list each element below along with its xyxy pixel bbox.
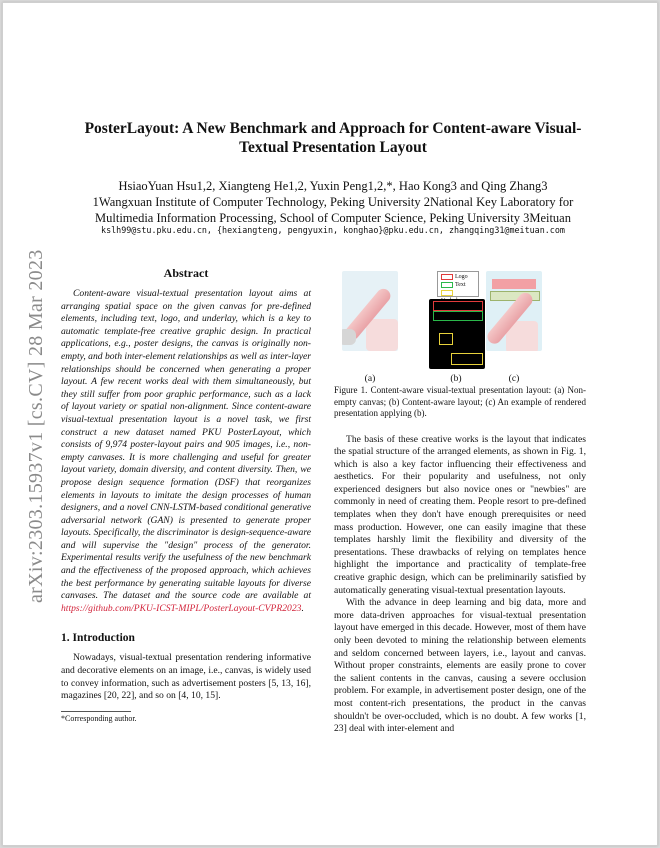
intro-heading: 1. Introduction <box>61 632 135 645</box>
figure-legend <box>437 271 479 297</box>
author-affiliations: 1Wangxuan Institute of Computer Technology, Peking University 2National Key Laboratory for Multimedia Information Processing, School of Computer Science, Peking University 3Meituan <box>92 195 574 225</box>
rendered-title-bar <box>492 279 536 289</box>
product-stand <box>366 319 398 351</box>
paper-title: PosterLayout: A New Benchmark and Approach for Content-aware Visual-Textual Presentation Layout <box>84 120 582 156</box>
left-column <box>61 265 311 723</box>
abstract-end: . <box>301 602 304 614</box>
panel-rendered <box>486 271 542 351</box>
product-pen-tip <box>342 329 356 345</box>
panel-label-b: (b) <box>450 373 462 384</box>
layout-logo-box <box>433 301 483 311</box>
author-emails: kslh99@stu.pku.edu.cn, {hexiangteng, pengyuxin, konghao}@pku.edu.cn, zhangqing31@meituan.com <box>101 225 565 235</box>
panel-label-c: (c) <box>508 373 520 384</box>
legend-logo: Logo <box>441 273 475 281</box>
arxiv-stamp[interactable]: arXiv:2303.15937v1 [cs.CV] 28 Mar 2023 <box>25 249 47 603</box>
figure-1 <box>334 265 586 383</box>
abstract-heading: Abstract <box>163 266 209 280</box>
body-paragraph: With the advance in deep learning and big data, more and more data-driven approaches for visual-textual presentation layout have emerged in this decade. However, most of them have only been devoted to mining the relationship between elements and seldom concerned between layers, i.e., layout and canvas. Without proper constraints, elements are easily prone to cover the salient contents in the canvas, causing a severe occlusion problem. For example, in advertisement poster design, one of the most content-rich presentations, the product in the canvas shouldn't be over-occluded, which is no doubt. A few works [1, 23] deal with inter-element and <box>334 597 586 735</box>
legend-swatch-logo <box>441 274 453 280</box>
figure-caption: Figure 1. Content-aware visual-textual presentation layout: (a) Non-empty canvas; (b) Content-aware layout; (c) An example of rendered presentation applying (b). <box>334 385 586 418</box>
body-paragraph: The basis of these creative works is the layout that indicates the spatial structure of the arranged elements, as shown in Fig. 1, which is also a key factor influencing their effectiveness and aesthetics. For their popularity and usefulness, not only experienced designers but also novice ones or "newbies" are commonly in need of creating them. People resort to pre-defined templates when they don't have enough prerequisites or need mass production. However, one can easily imagine that these templates harshly limit the flexibility and diversity of the presentations. These drawbacks of relying on templates hence highlight the importance and practicality of template-free creative graphic design, which can be preliminarily satisfied by automatically generating visual-textual presentation layouts. <box>334 433 586 596</box>
panel-layout <box>429 299 485 369</box>
code-link[interactable]: https://github.com/PKU-ICST-MIPL/PosterLayout-CVPR2023 <box>61 602 302 614</box>
layout-underlay-box <box>439 333 453 345</box>
legend-swatch-underlay <box>441 290 453 296</box>
legend-text: Text <box>441 281 475 289</box>
author-block <box>63 178 603 226</box>
panel-canvas <box>342 271 398 351</box>
intro-paragraph: Nowadays, visual-textual presentation rendering informative and decorative elements on an image, i.e., canvas, is widely used to convey information, such as advertisement posters [5, 13, 16], magazines [20, 22], and so on [4, 10, 15]. <box>61 652 311 702</box>
layout-underlay-box <box>451 353 483 365</box>
abstract-text <box>61 288 311 615</box>
abstract-body: Content-aware visual-textual presentation layout aims at arranging spatial space on the given canvas for pre-defined elements, including text, logo, and underlay, which is a key to automatic template-free creative graphic design. In practical applications, e.g., poster designs, the canvas is originally non-empty, and both inter-element relationships as well as inter-layer relationships should be concerned when generating a proper layout. A few recent works deal with them simultaneously, but they still suffer from poor graphic performance, such as a lack of layout variety or spatial non-alignment. Since content-aware visual-textual presentation layout is a novel task, we first construct a new dataset named PKU PosterLayout, which consists of 9,974 poster-layout pairs and 905 images, i.e., non-empty canvases. It is more challenging and useful for greater layout variety, domain diversity, and content diversity. Then, we propose design sequence formation (DSF) that reorganizes elements in layouts to imitate the design processes of human designers, and a novel CNN-LSTM-based conditional generative adversarial network (GAN) is presented to generate proper layouts. Specifically, the discriminator is design-sequence-aware and will supervise the "design" process of the generator. Experimental results verify the usefulness of the new benchmark and the effectiveness of the proposed approach, which achieves the best performance by generating suitable layouts for diverse canvases. The dataset and the source code are available at <box>61 288 311 602</box>
legend-swatch-text <box>441 282 453 288</box>
panel-label-a: (a) <box>364 373 376 384</box>
paper-page <box>2 2 658 846</box>
right-column <box>334 265 586 736</box>
layout-text-box <box>433 311 483 321</box>
footnote: *Corresponding author. <box>61 713 137 723</box>
footnote-rule <box>61 711 131 712</box>
author-names: HsiaoYuan Hsu1,2, Xiangteng He1,2, Yuxin Peng1,2,*, Hao Kong3 and Qing Zhang3 <box>118 179 548 193</box>
